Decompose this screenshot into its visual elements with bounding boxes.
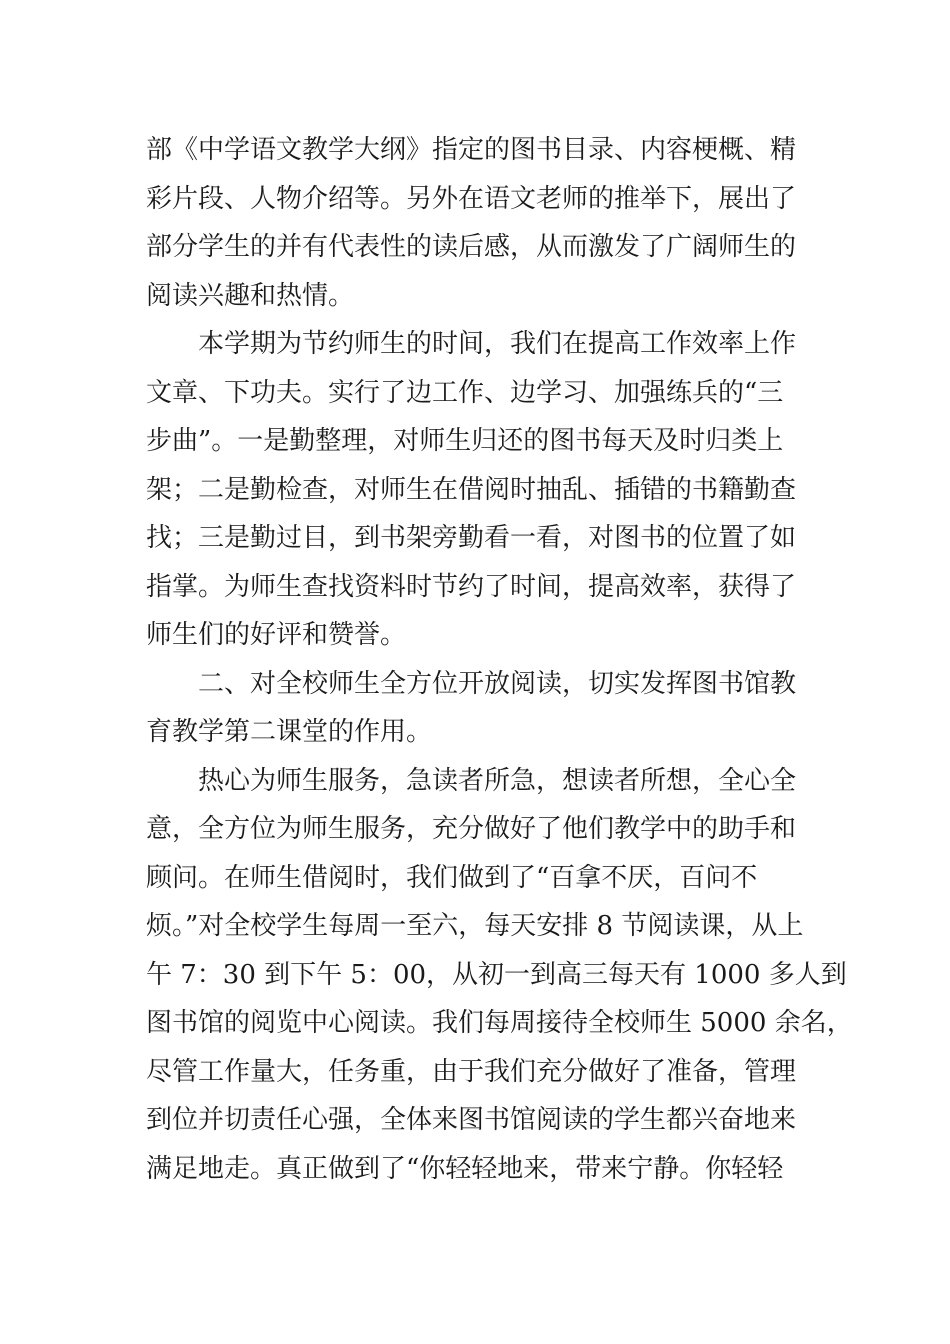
text-line: 满足地走。真正做到了“你轻轻地来，带来宁静。你轻轻	[146, 1153, 784, 1184]
text-line: 指掌。为师生查找资料时节约了时间，提高效率，获得了	[146, 571, 797, 602]
paragraph-3-heading	[146, 660, 821, 757]
paragraph-2	[146, 320, 821, 660]
text-line: 文章、下功夫。实行了边工作、边学习、加强练兵的“三	[146, 377, 784, 408]
text-line: 找；三是勤过目，到书架旁勤看一看，对图书的位置了如	[146, 523, 797, 553]
text-line: 图书馆的阅览中心阅读。我们每周接待全校师生 5000 余名，	[146, 1008, 853, 1038]
text-line: 顾问。在师生借阅时，我们做到了“百拿不厌，百问不	[146, 862, 758, 893]
text-line: 架；二是勤检查，对师生在借阅时抽乱、插错的书籍勤查	[146, 474, 797, 505]
text-line: 热心为师生服务，急读者所急，想读者所想，全心全	[198, 765, 797, 796]
text-line: 本学期为节约师生的时间，我们在提高工作效率上作	[198, 329, 797, 359]
text-line: 彩片段、人物介绍等。另外在语文老师的推举下，展出了	[146, 183, 797, 214]
text-line: 尽管工作量大，任务重，由于我们充分做好了准备，管理	[146, 1056, 797, 1087]
text-line: 师生们的好评和赞誉。	[146, 620, 407, 650]
text-line: 意，全方位为师生服务，充分做好了他们教学中的助手和	[146, 814, 797, 844]
document-body	[146, 126, 853, 1193]
paragraph-4	[146, 757, 853, 1194]
text-line: 育教学第二课堂的作用。	[146, 717, 433, 747]
text-line: 到位并切责任心强，全体来图书馆阅读的学生都兴奋地来	[146, 1105, 797, 1135]
text-line: 阅读兴趣和热情。	[146, 280, 355, 311]
paragraph-1	[146, 126, 821, 320]
text-line: 二、对全校师生全方位开放阅读，切实发挥图书馆教	[198, 668, 797, 699]
text-line: 烦。”对全校学生每周一至六，每天安排 8 节阅读课，从上	[146, 911, 804, 941]
text-line: 午 7：30 到下午 5：00，从初一到高三每天有 1000 多人到	[146, 959, 847, 990]
text-line: 步曲”。一是勤整理，对师生归还的图书每天及时归类上	[146, 426, 784, 456]
text-line: 部《中学语文教学大纲》指定的图书目录、内容梗概、精	[146, 135, 797, 165]
text-line: 部分学生的并有代表性的读后感，从而激发了广阔师生的	[146, 232, 797, 262]
